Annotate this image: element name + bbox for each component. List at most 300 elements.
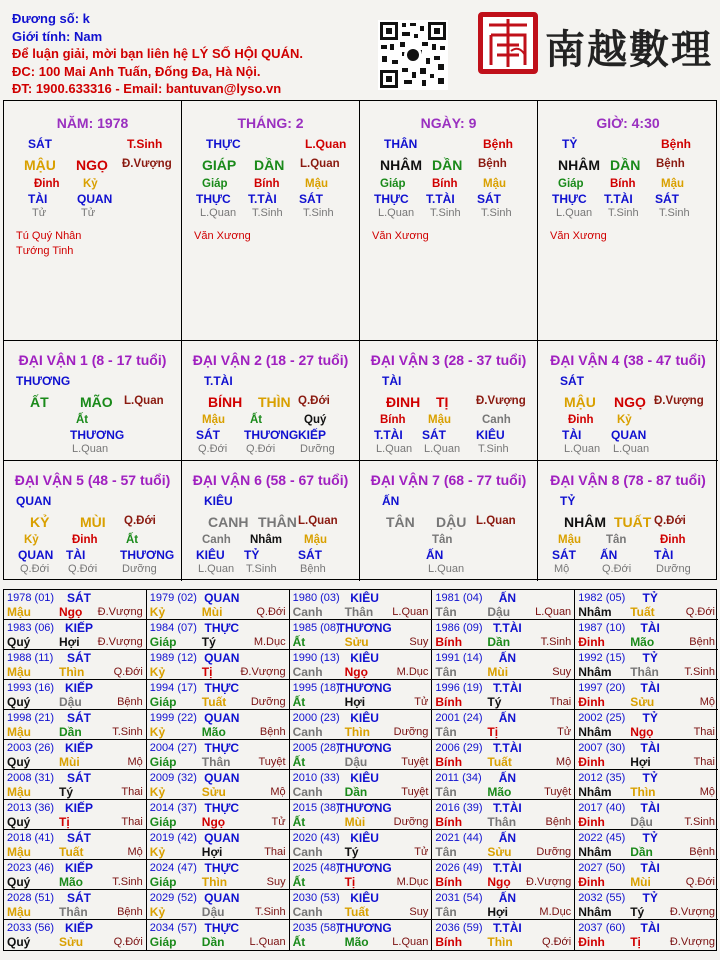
- year-star: T.TÀI: [493, 681, 522, 695]
- hidden-can: Ất: [126, 534, 139, 546]
- hidden-star: SÁT: [299, 192, 323, 206]
- year-cell: [432, 800, 575, 830]
- hidden-stage: L.Quan: [428, 563, 465, 575]
- year-chi: Thân: [487, 815, 517, 829]
- year-stage: Đ.Vượng: [240, 666, 286, 678]
- year-star: KIẾP: [64, 861, 94, 875]
- year-cell: [432, 680, 575, 710]
- hidden-stage: T.Sinh: [481, 207, 512, 219]
- year-can: Mậu: [7, 845, 31, 859]
- year-stage: Mộ: [555, 756, 572, 768]
- year-label: 2006 (29): [435, 742, 483, 754]
- year-can: Mậu: [7, 785, 31, 799]
- year-label: 2025 (48): [292, 862, 340, 874]
- year-label: 1979 (02): [149, 592, 197, 604]
- year-cell: [147, 890, 290, 920]
- year-label: 2019 (42): [149, 832, 197, 844]
- year-stage: M.Dục: [539, 906, 572, 918]
- year-star: QUAN: [204, 831, 240, 845]
- year-star: THƯƠNG: [337, 861, 392, 875]
- year-cell: [575, 800, 718, 830]
- year-can: Nhâm: [578, 845, 612, 859]
- year-cell: [432, 770, 575, 800]
- hidden-star: THỰC: [374, 192, 409, 206]
- luck-star: QUAN: [16, 494, 52, 508]
- year-can: Mậu: [7, 905, 31, 919]
- year-chi: Tý: [201, 635, 216, 649]
- luck-title: ĐẠI VẬN 2 (18 - 27 tuổi): [192, 352, 349, 368]
- year-stage: Mộ: [270, 786, 286, 798]
- year-can: Ất: [292, 935, 306, 949]
- year-label: 2021 (44): [435, 832, 483, 844]
- luck-title: ĐẠI VẬN 8 (78 - 87 tuổi): [550, 472, 706, 488]
- year-label: 2027 (50): [578, 862, 626, 874]
- year-stage: Đ.Vượng: [669, 906, 715, 918]
- hidden-can: Mậu: [428, 414, 451, 426]
- luck-can: MẬU: [564, 394, 596, 410]
- pillar-stage: Đ.Vượng: [122, 158, 172, 170]
- year-cell: [4, 710, 147, 740]
- year-stage: T.Sinh: [540, 636, 572, 648]
- year-chi: Ngọ: [630, 725, 654, 739]
- year-can: Giáp: [149, 635, 177, 649]
- year-stage: Thai: [693, 726, 715, 738]
- year-chi: Thìn: [344, 725, 370, 739]
- year-label: 2026 (49): [435, 862, 483, 874]
- luck-can: BÍNH: [208, 394, 243, 410]
- year-can: Kỷ: [149, 725, 166, 739]
- year-can: Bính: [435, 695, 463, 709]
- hidden-stage: T.Sinh: [430, 207, 461, 219]
- year-star: KIẾP: [64, 921, 94, 935]
- year-chi: Dần: [487, 635, 511, 649]
- gioi-tinh-value: Nam: [73, 28, 103, 44]
- year-stage: Tử: [414, 846, 429, 858]
- year-star: ẤN: [498, 651, 517, 665]
- year-stage: Bệnh: [117, 696, 143, 708]
- hidden-star: QUAN: [18, 548, 54, 562]
- year-chi: Ngọ: [201, 815, 226, 829]
- year-stage: Tuyệt: [544, 786, 572, 798]
- hidden-stage: L.Quan: [72, 443, 109, 455]
- year-can: Giáp: [149, 935, 177, 949]
- hidden-stage: L.Quan: [613, 443, 650, 455]
- year-star: T.TÀI: [493, 861, 522, 875]
- year-label: 2032 (55): [578, 892, 626, 904]
- year-cell: [4, 920, 147, 950]
- luck-can: NHÂM: [564, 514, 606, 530]
- year-star: KIÊU: [350, 831, 379, 845]
- year-cell: [4, 860, 147, 890]
- year-cell: [575, 680, 718, 710]
- year-can: Nhâm: [578, 665, 612, 679]
- year-can: Kỷ: [149, 665, 166, 679]
- hidden-can: Bính: [432, 178, 458, 190]
- year-cell: [4, 800, 147, 830]
- year-label: 2002 (25): [578, 712, 626, 724]
- year-can: Quý: [7, 635, 31, 649]
- hidden-stage: Dưỡng: [122, 563, 157, 575]
- year-table: [3, 589, 717, 951]
- hidden-star: SÁT: [298, 548, 322, 562]
- year-stage: Tử: [414, 696, 429, 708]
- year-cell: [4, 650, 147, 680]
- year-cell: [147, 830, 290, 860]
- year-label: 2014 (37): [149, 802, 197, 814]
- year-label: 2011 (34): [435, 772, 482, 784]
- pillar-stage: L.Quan: [300, 158, 340, 170]
- year-can: Mậu: [7, 605, 31, 619]
- year-chi: Tuất: [630, 605, 655, 619]
- luck-star: KIÊU: [204, 494, 233, 508]
- year-chi: Tý: [344, 845, 359, 859]
- luck-star: T.TÀI: [204, 374, 233, 388]
- year-label: 1997 (20): [578, 682, 626, 694]
- year-star: TÀI: [640, 921, 660, 935]
- year-label: 1988 (11): [7, 652, 54, 664]
- hidden-stage: Dưỡng: [656, 563, 691, 575]
- year-cell: [4, 620, 147, 650]
- hidden-stage: Tử: [81, 207, 96, 219]
- luck-can: ẤT: [30, 394, 49, 410]
- year-chi: Ngọ: [487, 875, 511, 889]
- hidden-star: T.TÀI: [426, 192, 455, 206]
- year-label: 2004 (27): [149, 742, 197, 754]
- hidden-star: SÁT: [477, 192, 501, 206]
- year-chi: Thìn: [201, 875, 228, 889]
- hidden-stage: T.Sinh: [252, 207, 283, 219]
- hidden-can: Đinh: [568, 414, 594, 426]
- duong-so-label: Đương số:: [12, 11, 80, 26]
- luck-cell: [360, 341, 538, 461]
- year-cell: [4, 590, 147, 620]
- year-chi: Tý: [59, 785, 74, 799]
- pillar-chi: DẦN: [432, 157, 463, 173]
- year-cell: [147, 680, 290, 710]
- year-cell: [290, 680, 433, 710]
- luck-cell: [182, 341, 360, 461]
- pillar-star-right: Bệnh: [483, 137, 513, 151]
- year-star: KIẾP: [64, 621, 94, 635]
- luck-chi: DẬU: [436, 514, 467, 530]
- pillar-chi: NGỌ: [76, 157, 108, 173]
- luck-title: ĐẠI VẬN 4 (38 - 47 tuổi): [550, 352, 706, 368]
- year-can: Kỷ: [149, 905, 166, 919]
- hidden-star: SÁT: [552, 548, 576, 562]
- year-star: T.TÀI: [493, 621, 522, 635]
- year-chi: Dậu: [201, 905, 225, 919]
- hidden-can: Ất: [250, 414, 263, 426]
- year-can: Giáp: [149, 875, 177, 889]
- year-cell: [147, 920, 290, 950]
- year-star: THƯƠNG: [337, 681, 392, 695]
- luck-star: THƯƠNG: [16, 374, 71, 388]
- year-label: 1996 (19): [435, 682, 483, 694]
- year-stage: Tuyệt: [401, 756, 429, 768]
- year-label: 2009 (32): [149, 772, 197, 784]
- year-can: Tân: [435, 725, 457, 739]
- year-cell: [575, 710, 718, 740]
- hidden-can: Giáp: [380, 178, 406, 190]
- pillar-note: Tú Quý Nhân: [16, 230, 82, 242]
- year-stage: Q.Đới: [113, 936, 143, 948]
- year-stage: Thai: [693, 756, 715, 768]
- year-label: 1992 (15): [578, 652, 626, 664]
- luck-cell: [4, 461, 182, 581]
- year-stage: T.Sinh: [684, 816, 715, 828]
- year-star: THỰC: [204, 861, 240, 875]
- qr-code-icon[interactable]: [378, 20, 448, 90]
- year-label: 1980 (03): [292, 592, 340, 604]
- luck-stage: L.Quan: [124, 395, 164, 407]
- year-can: Kỷ: [149, 605, 166, 619]
- pillar-star-right: L.Quan: [305, 137, 347, 151]
- year-label: 1998 (21): [7, 712, 55, 724]
- year-stage: Đ.Vượng: [97, 636, 143, 648]
- year-can: Nhâm: [578, 605, 612, 619]
- year-label: 2036 (59): [435, 922, 483, 934]
- year-label: 2015 (38): [292, 802, 340, 814]
- year-cell: [4, 770, 147, 800]
- year-star: KIẾP: [64, 801, 94, 815]
- year-label: 1994 (17): [149, 682, 197, 694]
- year-chi: Tị: [344, 875, 356, 889]
- year-stage: Dưỡng: [536, 846, 572, 858]
- year-chi: Thân: [201, 755, 231, 769]
- luck-can: TÂN: [386, 514, 415, 530]
- year-star: SÁT: [67, 711, 91, 725]
- year-can: Tân: [435, 905, 457, 919]
- year-chi: Mão: [487, 785, 512, 799]
- year-stage: L.Quan: [392, 606, 429, 618]
- year-cell: [4, 680, 147, 710]
- year-can: Canh: [292, 665, 323, 679]
- year-can: Giáp: [149, 755, 177, 769]
- contact-address: ĐC: 100 Mai Anh Tuấn, Đống Đa, Hà Nội.: [12, 63, 261, 79]
- year-can: Bính: [435, 935, 463, 949]
- year-cell: [432, 650, 575, 680]
- hidden-can: Kỷ: [83, 178, 98, 190]
- year-star: ẤN: [498, 831, 517, 845]
- year-star: QUAN: [204, 591, 240, 605]
- year-stage: Tử: [557, 726, 572, 738]
- year-cell: [147, 740, 290, 770]
- year-chi: Hợi: [487, 905, 508, 919]
- year-star: TÀI: [640, 681, 660, 695]
- year-star: THỰC: [204, 741, 240, 755]
- year-can: Bính: [435, 815, 463, 829]
- year-star: TÀI: [640, 801, 660, 815]
- year-chi: Thân: [59, 905, 88, 919]
- hidden-star: KIÊU: [476, 428, 505, 442]
- year-cell: [290, 800, 433, 830]
- pillar-can: NHÂM: [558, 157, 600, 173]
- pillar-title: GIỜ: 4:30: [596, 115, 660, 131]
- hidden-can: Mậu: [305, 178, 328, 190]
- year-cell: [575, 650, 718, 680]
- year-stage: M.Dục: [396, 666, 429, 678]
- year-label: 2005 (28): [292, 742, 340, 754]
- luck-title: ĐẠI VẬN 5 (48 - 57 tuổi): [14, 472, 171, 488]
- year-star: THỰC: [204, 921, 240, 935]
- pillar-stage: Bệnh: [478, 158, 507, 170]
- hidden-stage: L.Quan: [200, 207, 237, 219]
- hidden-stage: L.Quan: [564, 443, 601, 455]
- chart-grid: [3, 100, 717, 580]
- year-label: 2013 (36): [7, 802, 55, 814]
- hidden-star: T.TÀI: [248, 192, 277, 206]
- pillar-can: MẬU: [24, 157, 56, 173]
- year-star: ẤN: [498, 771, 517, 785]
- year-can: Quý: [7, 875, 31, 889]
- year-label: 2008 (31): [7, 772, 55, 784]
- year-can: Mậu: [7, 725, 31, 739]
- year-stage: Tuyệt: [401, 786, 429, 798]
- year-label: 2007 (30): [578, 742, 626, 754]
- hidden-can: Giáp: [558, 178, 584, 190]
- hidden-star: ẤN: [426, 548, 444, 562]
- luck-star: TÀI: [382, 374, 402, 388]
- year-label: 1984 (07): [149, 622, 197, 634]
- owner-info: [12, 10, 303, 98]
- year-stage: Q.Đới: [256, 606, 286, 618]
- year-stage: M.Dục: [253, 636, 286, 648]
- hidden-star: ẤN: [600, 548, 618, 562]
- year-star: TÀI: [640, 861, 660, 875]
- year-label: 1989 (12): [149, 652, 197, 664]
- year-chi: Dậu: [59, 695, 82, 709]
- year-label: 1978 (01): [7, 592, 55, 604]
- year-label: 2016 (39): [435, 802, 483, 814]
- hidden-star: TÀI: [28, 192, 48, 206]
- brand-title: 南越數理: [545, 26, 713, 73]
- hidden-can: Nhâm: [250, 534, 282, 546]
- year-stage: Thai: [121, 786, 143, 798]
- year-label: 1999 (22): [149, 712, 197, 724]
- year-can: Tân: [435, 665, 457, 679]
- year-stage: Thai: [264, 846, 286, 858]
- hidden-can: Bính: [610, 178, 636, 190]
- year-cell: [432, 830, 575, 860]
- hidden-star: QUAN: [611, 428, 647, 442]
- hidden-stage: Q.Đới: [246, 443, 276, 455]
- year-can: Đinh: [578, 935, 605, 949]
- luck-title: ĐẠI VẬN 3 (28 - 37 tuổi): [370, 352, 527, 368]
- year-cell: [290, 710, 433, 740]
- pillar-cell: [360, 101, 538, 341]
- year-label: 2033 (56): [7, 922, 55, 934]
- year-chi: Mùi: [344, 815, 366, 829]
- year-star: KIẾP: [64, 741, 94, 755]
- year-label: 2028 (51): [7, 892, 55, 904]
- year-star: THƯƠNG: [337, 921, 392, 935]
- year-label: 2017 (40): [578, 802, 626, 814]
- hidden-star: THƯƠNG: [70, 428, 125, 442]
- year-cell: [290, 860, 433, 890]
- hidden-stage: L.Quan: [424, 443, 461, 455]
- year-chi: Sửu: [201, 785, 226, 799]
- gioi-tinh-label: Giới tính:: [12, 28, 71, 44]
- year-star: THƯƠNG: [337, 621, 392, 635]
- luck-star: ẤN: [382, 494, 400, 508]
- year-stage: Mộ: [699, 786, 715, 798]
- hidden-can: Mậu: [558, 534, 581, 546]
- year-chi: Thìn: [59, 665, 85, 679]
- year-can: Tân: [435, 845, 457, 859]
- year-chi: Thân: [630, 665, 659, 679]
- year-can: Kỷ: [149, 845, 166, 859]
- year-can: Giáp: [149, 695, 177, 709]
- year-cell: [290, 890, 433, 920]
- hidden-star: THỰC: [552, 192, 587, 206]
- year-label: 2012 (35): [578, 772, 626, 784]
- hidden-can: Mậu: [661, 178, 684, 190]
- year-cell: [290, 650, 433, 680]
- year-stage: Suy: [409, 906, 429, 918]
- year-cell: [290, 920, 433, 950]
- pillar-cell: [182, 101, 360, 341]
- hidden-stage: T.Sinh: [246, 563, 277, 575]
- year-star: SÁT: [67, 651, 91, 665]
- year-star: KIÊU: [350, 771, 379, 785]
- year-chi: Tị: [487, 725, 499, 739]
- year-chi: Sửu: [487, 845, 512, 859]
- year-stage: Đ.Vượng: [669, 936, 715, 948]
- year-chi: Mùi: [487, 665, 509, 679]
- year-label: 2034 (57): [149, 922, 197, 934]
- year-cell: [575, 770, 718, 800]
- year-can: Ất: [292, 635, 306, 649]
- year-star: T.TÀI: [493, 741, 522, 755]
- luck-stage: Q.Đới: [654, 515, 686, 527]
- hidden-star: TÀI: [654, 548, 674, 562]
- luck-star: TỶ: [560, 494, 576, 508]
- luck-title: ĐẠI VẬN 6 (58 - 67 tuổi): [192, 472, 349, 488]
- year-stage: Bệnh: [689, 636, 715, 648]
- hidden-stage: L.Quan: [376, 443, 413, 455]
- year-cell: [290, 770, 433, 800]
- pillar-star: THỰC: [206, 137, 241, 151]
- pillar-star: THÂN: [384, 137, 418, 151]
- year-cell: [147, 710, 290, 740]
- year-star: SÁT: [67, 591, 91, 605]
- luck-stage: L.Quan: [298, 515, 338, 527]
- year-star: THƯƠNG: [337, 741, 392, 755]
- year-can: Ất: [292, 875, 306, 889]
- year-cell: [575, 620, 718, 650]
- year-stage: Tử: [271, 816, 286, 828]
- year-cell: [4, 740, 147, 770]
- luck-stage: Đ.Vượng: [654, 395, 704, 407]
- year-label: 2022 (45): [578, 832, 626, 844]
- hidden-can: Đinh: [34, 178, 60, 190]
- luck-cell: [4, 341, 182, 461]
- hidden-can: Mậu: [483, 178, 506, 190]
- year-chi: Dậu: [344, 755, 368, 769]
- year-can: Đinh: [578, 875, 605, 889]
- year-label: 1987 (10): [578, 622, 626, 634]
- year-label: 1986 (09): [435, 622, 483, 634]
- year-star: QUAN: [204, 711, 240, 725]
- year-stage: T.Sinh: [255, 906, 286, 918]
- year-chi: Hợi: [630, 755, 651, 769]
- luck-can: ĐINH: [386, 394, 421, 410]
- year-cell: [147, 800, 290, 830]
- year-can: Canh: [292, 905, 323, 919]
- year-cell: [432, 590, 575, 620]
- luck-cell: [182, 461, 360, 581]
- year-star: SÁT: [67, 831, 91, 845]
